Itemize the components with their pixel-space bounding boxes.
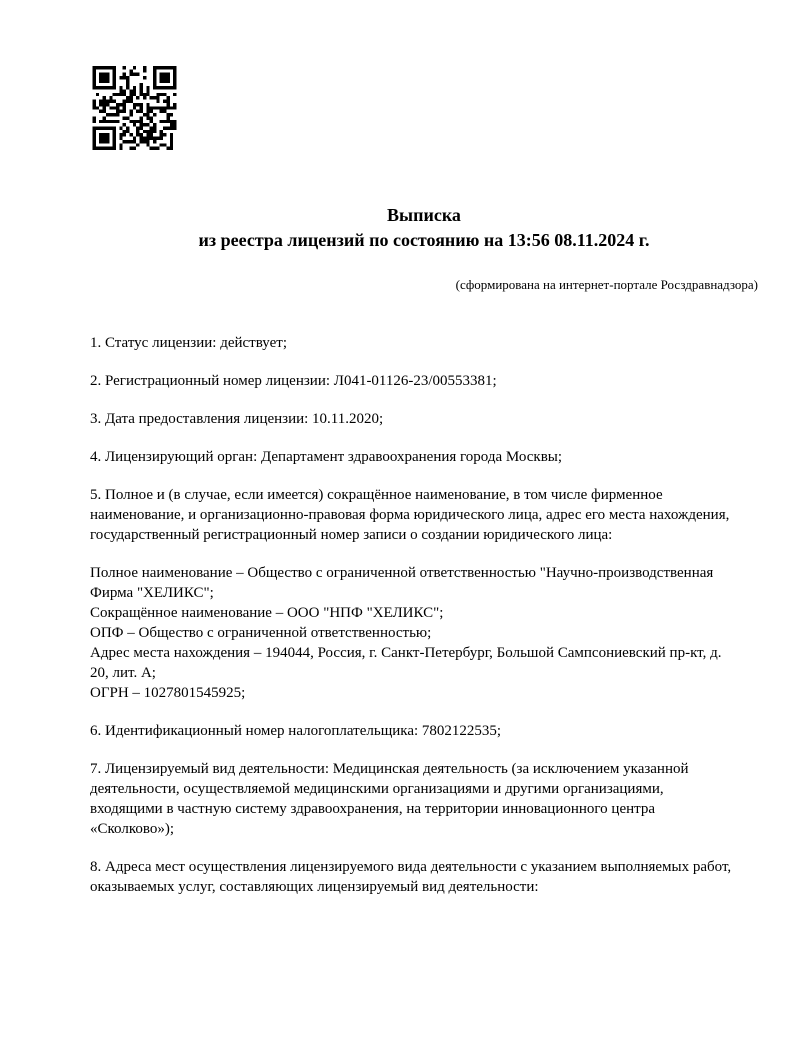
org-address: Адрес места нахождения – 194044, Россия, г. Санкт-Петербург, Большой Сампсониевский пр-кт, д. 20, лит. А; bbox=[90, 645, 722, 681]
document-subtitle: (сформирована на интернет-портале Росздравнадзора) bbox=[455, 277, 758, 292]
paragraph-taxpayer-number: 6. Идентификационный номер налогоплательщика: 7802122535; bbox=[90, 723, 502, 739]
qr-code-icon bbox=[92, 66, 177, 150]
org-legal-form: ОПФ – Общество с ограниченной ответственностью; bbox=[90, 625, 432, 641]
paragraph-activity-addresses: 8. Адреса мест осуществления лицензируемого вида деятельности с указанием выполняемых работ, оказываемых услуг, составляющих лицензируемый вид деятельности: bbox=[90, 859, 732, 895]
org-full-name: Полное наименование – Общество с ограниченной ответственностью "Научно-производственная Фирма "ХЕЛИКС"; bbox=[90, 565, 714, 601]
title-line-1: Выписка bbox=[387, 205, 461, 225]
org-ogrn: ОГРН – 1027801545925; bbox=[90, 685, 246, 701]
document-body bbox=[90, 333, 738, 915]
paragraph-license-status: 1. Статус лицензии: действует; bbox=[90, 335, 287, 351]
paragraph-organization-heading: 5. Полное и (в случае, если имеется) сокращённое наименование, в том числе фирменное наименование, и организационно-правовая форма юридического лица, адрес его места нахождения, государственный регистрационный номер записи о создании юридического лица: bbox=[90, 487, 730, 543]
document-title bbox=[90, 203, 758, 253]
org-short-name: Сокращённое наименование – ООО "НПФ "ХЕЛИКС"; bbox=[90, 605, 444, 621]
paragraph-licensing-authority: 4. Лицензирующий орган: Департамент здравоохранения города Москвы; bbox=[90, 449, 563, 465]
paragraph-licensed-activity: 7. Лицензируемый вид деятельности: Медицинская деятельность (за исключением указанной деятельности, осуществляемой медицинскими организациями и другими организациями, входящими в частную систему здравоохранения, на территории инновационного центра «Сколково»); bbox=[90, 761, 689, 837]
paragraph-grant-date: 3. Дата предоставления лицензии: 10.11.2020; bbox=[90, 411, 384, 427]
organization-details bbox=[90, 563, 738, 703]
paragraph-registration-number: 2. Регистрационный номер лицензии: Л041-01126-23/00553381; bbox=[90, 373, 497, 389]
title-line-2: из реестра лицензий по состоянию на 13:56 08.11.2024 г. bbox=[198, 230, 650, 250]
